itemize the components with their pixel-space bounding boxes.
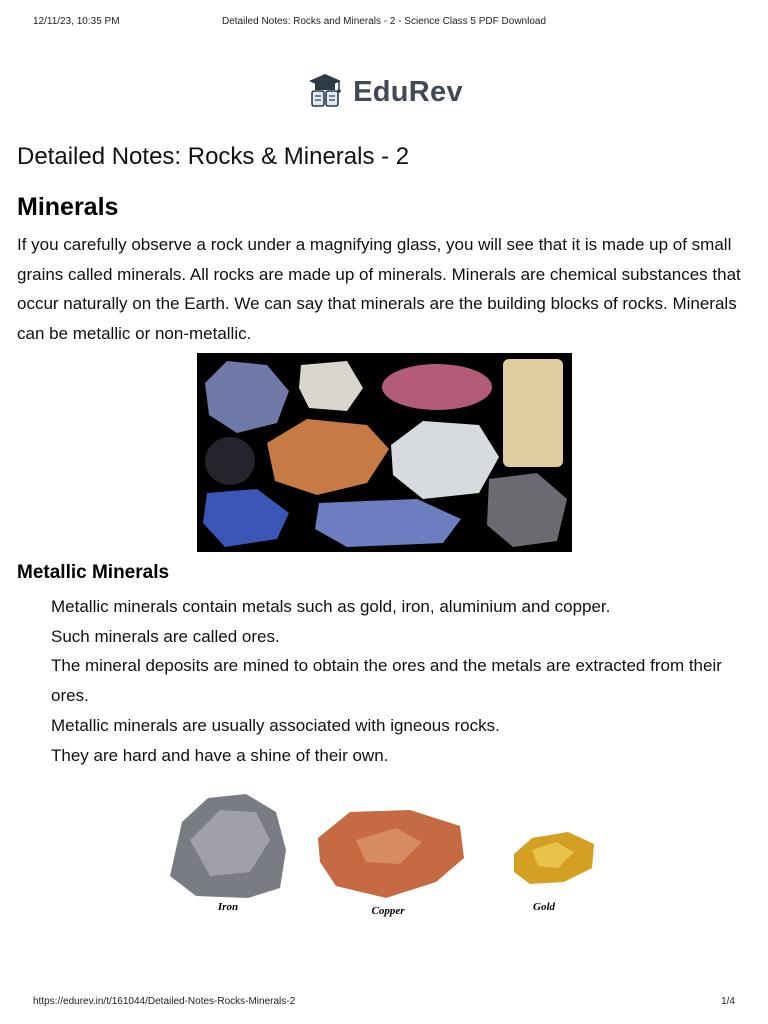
dark-mineral-specimen xyxy=(205,437,255,485)
page-title: Detailed Notes: Rocks & Minerals - 2 xyxy=(17,143,410,170)
print-datetime: 12/11/23, 10:35 PM xyxy=(33,16,120,27)
list-item: They are hard and have a shine of their own. xyxy=(51,745,389,765)
logo-text: EduRev xyxy=(353,76,463,108)
page-number: 1/4 xyxy=(721,996,735,1007)
pink-mineral-specimen xyxy=(382,364,492,410)
edurev-logo[interactable] xyxy=(0,72,768,113)
metallic-minerals-heading: Metallic Minerals xyxy=(17,562,170,583)
list-item: Metallic minerals contain metals such as gold, iron, aluminium and copper. xyxy=(51,597,611,616)
graduation-cap-book-icon xyxy=(305,72,345,113)
page-url-link[interactable]: https://edurev.in/t/161044/Detailed-Notes-Rocks-Minerals-2 xyxy=(33,996,296,1007)
list-item: Such minerals are called ores. xyxy=(51,626,280,646)
labelled-mineral-specimen xyxy=(503,359,563,467)
minerals-heading: Minerals xyxy=(17,193,119,221)
metal-ores-photo xyxy=(160,780,610,925)
list-item: The mineral deposits are mined to obtain the ores and the metals are extracted from their ores. xyxy=(51,656,722,706)
print-header xyxy=(33,16,735,27)
minerals-paragraph: If you carefully observe a rock under a magnifying glass, you will see that it is made up of small grains called minerals. All rocks are made up of minerals. Minerals are chemical substances that occur naturally on the Earth. We can say that minerals are the building blocks of rocks. Minerals can be metallic or non-metallic. xyxy=(17,235,741,344)
list-item: Metallic minerals are usually associated with igneous rocks. xyxy=(51,715,500,735)
metallic-minerals-list xyxy=(51,592,741,770)
print-footer xyxy=(33,996,735,1007)
print-page-title: Detailed Notes: Rocks and Minerals - 2 - Science Class 5 PDF Download xyxy=(221,16,547,27)
gold-label: Gold xyxy=(533,901,555,913)
copper-label: Copper xyxy=(371,905,405,917)
iron-label: Iron xyxy=(217,901,239,913)
mineral-specimens-photo xyxy=(197,353,572,552)
